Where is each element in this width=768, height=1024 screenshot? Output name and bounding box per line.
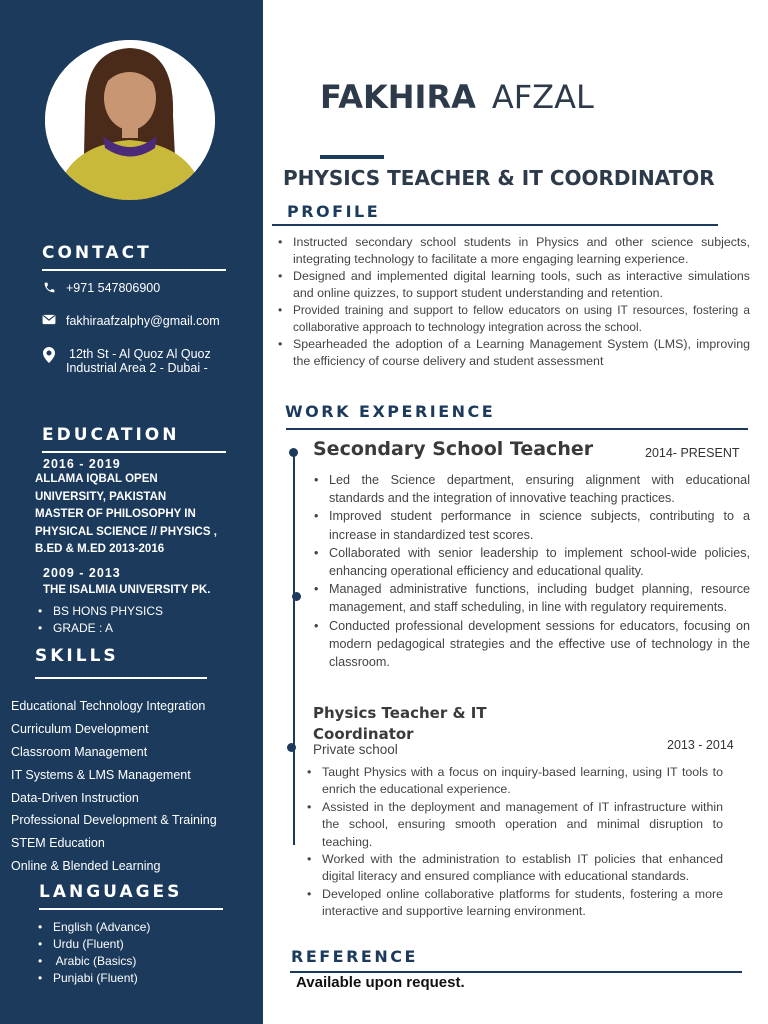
education-line: B.ED & M.ED 2013-2016 [35, 543, 165, 555]
first-name: FAKHIRA [320, 78, 476, 116]
language-item: • Punjabi (Fluent) [38, 970, 150, 987]
name-accent-bar [320, 155, 384, 159]
profile-heading: PROFILE [287, 202, 381, 221]
job-1-duties [314, 471, 750, 671]
mail-icon [40, 314, 58, 325]
language-item: • Urdu (Fluent) [38, 936, 150, 953]
duty-item: • Led the Science department, ensuring alignment with educational standards and the integration of innovative teaching practices. [314, 471, 750, 507]
timeline-dot [289, 448, 298, 457]
education-line: UNIVERSITY, PAKISTAN [35, 490, 167, 503]
duty-item: • Developed online collaborative platforms for students, fostering a more interactive and supportive learning environment. [307, 886, 723, 921]
contact-email[interactable] [40, 314, 220, 328]
profile-item: • Designed and implemented digital learning tools, such as interactive simulations and online quizzes, to support student understanding and retention. [278, 268, 750, 302]
timeline-dot [292, 592, 301, 601]
job-dates-2: 2013 - 2014 [667, 738, 734, 752]
skills-heading: SKILLS [35, 646, 119, 666]
work-experience-heading: WORK EXPERIENCE [285, 402, 496, 421]
job-title-1: Secondary School Teacher [313, 438, 594, 460]
profile-item: • Instructed secondary school students in Physics and other science subjects, integrating technology to facilitate a more engaging learning experience. [278, 234, 750, 268]
duty-item: • Improved student performance in science subjects, contributing to a increase in standardized test scores. [314, 507, 750, 543]
skills-divider [35, 677, 207, 679]
duty-item: • Collaborated with senior leadership to implement school-wide policies, enhancing operational efficiency and educational quality. [314, 544, 750, 580]
profile-photo [45, 40, 215, 200]
profile-list [278, 234, 750, 370]
skill-item: Data-Driven Instruction [11, 790, 139, 805]
skill-item: Professional Development & Training [11, 813, 217, 828]
skill-item: Educational Technology Integration [11, 699, 206, 713]
contact-heading: CONTACT [42, 243, 152, 263]
location-icon [40, 347, 58, 363]
duty-item: • Managed administrative functions, including budget planning, resource management, and staff scheduling, in line with regulatory requirements. [314, 580, 750, 616]
job-title-2-line-2: Coordinator [313, 725, 414, 743]
sidebar [0, 0, 263, 1024]
contact-address [40, 347, 211, 375]
skill-item: Online & Blended Learning [11, 859, 161, 874]
address-line-2: Industrial Area 2 - Dubai - [66, 361, 208, 375]
profile-divider [272, 224, 718, 226]
duty-item: • Taught Physics with a focus on inquiry-based learning, using IT tools to enrich the educational experience. [307, 764, 723, 799]
language-item: • English (Advance) [38, 919, 150, 936]
job-title-2 [313, 703, 487, 745]
phone-number: +971 547806900 [66, 281, 161, 295]
skills-list [11, 697, 217, 880]
languages-heading: LANGUAGES [39, 882, 183, 902]
education-line: ALLAMA IQBAL OPEN [35, 473, 158, 485]
education-line: PHYSICAL SCIENCE // PHYSICS , [35, 525, 217, 538]
education-line: MASTER OF PHILOSOPHY IN [35, 508, 196, 520]
list-item: • GRADE : A [38, 620, 163, 637]
skill-item: IT Systems & LMS Management [11, 767, 191, 782]
education-divider [42, 451, 226, 453]
job-employer-2: Private school [313, 742, 398, 757]
languages-divider [39, 908, 223, 910]
duty-item: • Conducted professional development sessions for educators, focusing on modern pedagogical strategies and the effective use of technology in the classroom. [314, 617, 750, 672]
candidate-name [320, 78, 594, 116]
phone-icon [40, 281, 58, 294]
contact-phone[interactable] [40, 281, 160, 295]
list-item: • BS HONS PHYSICS [38, 603, 163, 620]
email-address: fakhiraafzalphy@gmail.com [66, 314, 220, 328]
education-heading: EDUCATION [42, 425, 180, 445]
timeline-dot [287, 743, 296, 752]
profile-item: • Provided training and support to fellow educators on using IT resources, fostering a collaborative approach to technology integration across the school. [278, 302, 750, 336]
reference-text: Available upon request. [296, 974, 465, 991]
education-years-2: 2009 - 2013 [43, 566, 121, 580]
timeline-line [293, 450, 295, 845]
address-line-1: 12th St - Al Quoz Al Quoz [69, 347, 211, 361]
work-experience-divider [286, 428, 748, 430]
reference-divider [290, 971, 742, 973]
duty-item: • Worked with the administration to establish IT policies that enhanced digital literacy and ensured compliance with educational standards. [307, 851, 723, 886]
contact-divider [42, 269, 226, 271]
skill-item: STEM Education [11, 836, 105, 851]
skill-item: Classroom Management [11, 744, 148, 759]
education-years-1: 2016 - 2019 [43, 457, 121, 471]
job-title-2-line-1: Physics Teacher & IT [313, 704, 487, 722]
skill-item: Curriculum Development [11, 721, 149, 736]
education-items [38, 603, 163, 637]
reference-heading: REFERENCE [291, 947, 418, 966]
profile-item: • Spearheaded the adoption of a Learning Management System (LMS), improving the efficiency of course delivery and student assessment [278, 336, 750, 370]
job-dates-1: 2014- PRESENT [645, 446, 740, 460]
job-2-duties [307, 764, 723, 921]
education-school-2: THE ISALMIA UNIVERSITY PK. [43, 584, 211, 596]
languages-list [38, 919, 150, 987]
job-title-headline: PHYSICS TEACHER & IT COORDINATOR [283, 166, 715, 190]
duty-item: • Assisted in the deployment and management of IT infrastructure within the school, ensuring smooth operation and minimal disruption to teaching. [307, 799, 723, 851]
language-item: • Arabic (Basics) [38, 953, 150, 970]
last-name: AFZAL [491, 78, 594, 116]
education-degree-1 [35, 471, 260, 559]
